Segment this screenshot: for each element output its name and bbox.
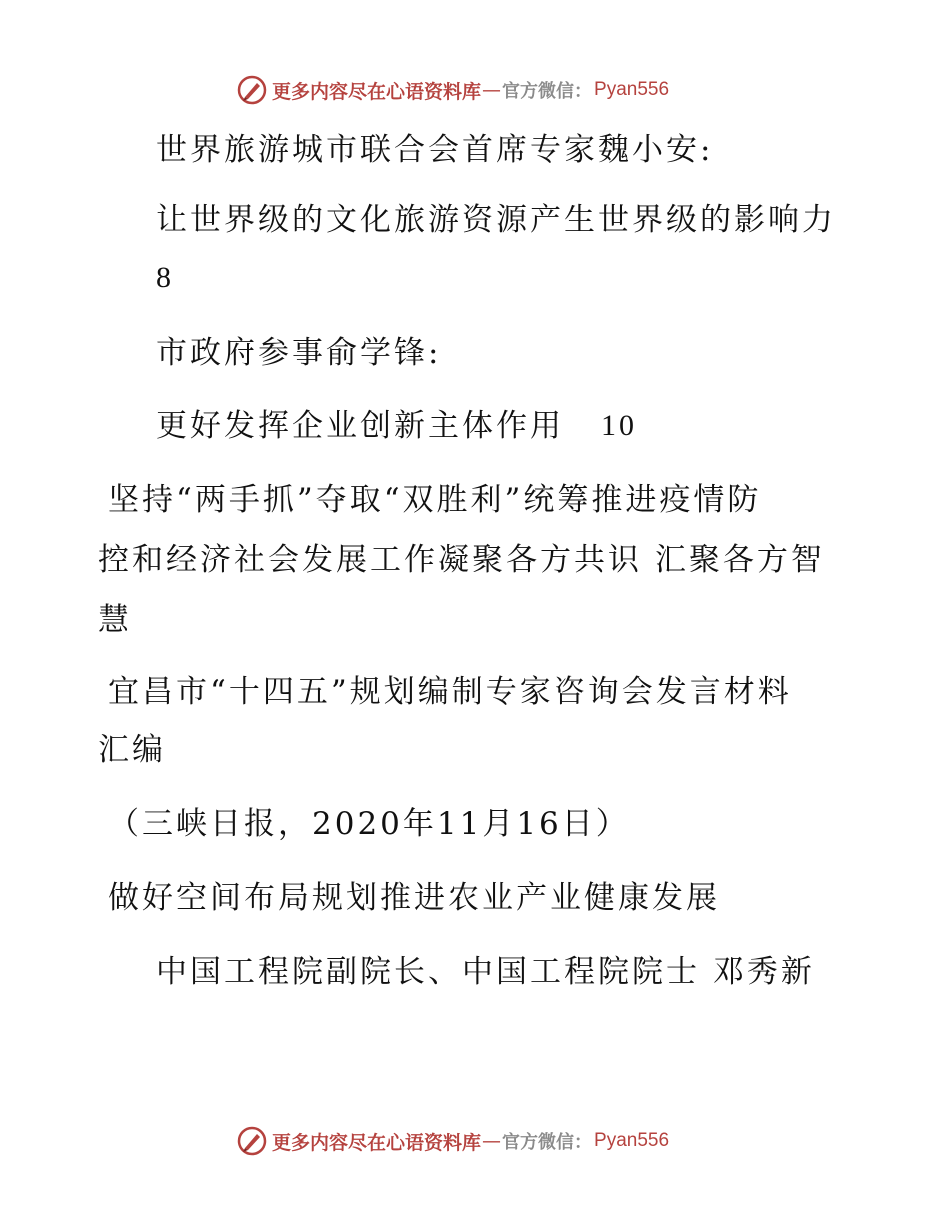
watermark-text: 更多内容尽在心语资料库	[272, 1131, 482, 1154]
watermark-dash: —	[482, 79, 502, 101]
toc-title-enterprise: 更好发挥企业创新主体作用	[156, 408, 564, 444]
header-watermark	[236, 73, 669, 107]
compilation-title-line: 汇编	[98, 732, 166, 768]
section-heading-line: 坚持“两手抓”夺取“双胜利”统筹推进疫情防	[108, 482, 762, 518]
watermark-wechat-id: Pyan556	[594, 1130, 670, 1151]
watermark-wechat-id: Pyan556	[594, 79, 670, 100]
section-heading-line: 控和经济社会发展工作凝聚各方共识 汇聚各方智	[98, 542, 825, 578]
section-heading-line: 慧	[98, 602, 132, 638]
watermark-text: 更多内容尽在心语资料库	[272, 80, 482, 103]
toc-title-tourism: 让世界级的文化旅游资源产生世界级的影响力	[156, 202, 836, 238]
source-date-line: （三峡日报，2020年11月16日）	[108, 806, 630, 842]
compilation-title-line: 宜昌市“十四五”规划编制专家咨询会发言材料	[108, 674, 792, 710]
toc-speaker-wei: 世界旅游城市联合会首席专家魏小安:	[156, 132, 714, 168]
footer-watermark	[236, 1124, 669, 1158]
article-title: 做好空间布局规划推进农业产业健康发展	[108, 880, 720, 916]
article-author: 中国工程院副院长、中国工程院院士 邓秀新	[156, 954, 815, 990]
toc-page-number: 10	[601, 409, 637, 442]
watermark-wechat-label: 官方微信：	[502, 81, 593, 102]
watermark-dash: —	[482, 1130, 502, 1152]
toc-speaker-yu: 市政府参事俞学锋:	[156, 335, 442, 371]
watermark-wechat-label: 官方微信：	[502, 1132, 593, 1153]
toc-page-number: 8	[156, 261, 174, 294]
pen-logo-icon	[236, 1125, 268, 1157]
pen-logo-icon	[236, 74, 268, 106]
